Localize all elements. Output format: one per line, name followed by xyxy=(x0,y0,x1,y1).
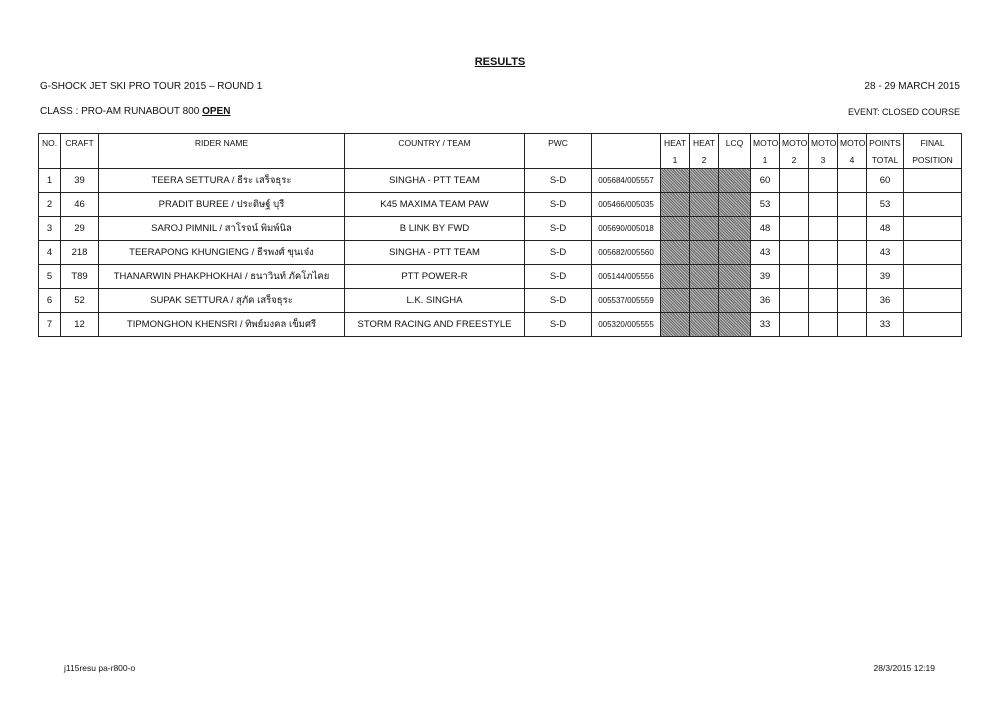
footer-timestamp: 28/3/2015 12:19 xyxy=(873,663,935,673)
cell-no: 1 xyxy=(39,169,61,193)
cell-rider-name: TEERAPONG KHUNGIENG / ธีรพงศ์ ขุนเจ๋ง xyxy=(99,241,345,265)
header-heat-1: HEAT xyxy=(661,134,690,152)
cell-moto-2 xyxy=(780,217,809,241)
cell-points-total: 39 xyxy=(867,265,904,289)
cell-moto-4 xyxy=(838,217,867,241)
cell-moto-1: 39 xyxy=(751,265,780,289)
cell-pwc: S-D xyxy=(525,265,592,289)
cell-moto-4 xyxy=(838,313,867,337)
cell-rider-name: TEERA SETTURA / ธีระ เสร็จธุระ xyxy=(99,169,345,193)
cell-no: 6 xyxy=(39,289,61,313)
cell-registration: 005682/005560 xyxy=(592,241,661,265)
cell-craft: 12 xyxy=(61,313,99,337)
cell-pwc: S-D xyxy=(525,217,592,241)
cell-final-position xyxy=(904,217,962,241)
cell-heat-1 xyxy=(661,265,690,289)
header-row xyxy=(39,134,962,152)
table-row xyxy=(39,169,962,193)
cell-moto-4 xyxy=(838,193,867,217)
header-total: TOTAL xyxy=(867,151,904,169)
cell-final-position xyxy=(904,241,962,265)
cell-registration: 005466/005035 xyxy=(592,193,661,217)
header-position: POSITION xyxy=(904,151,962,169)
cell-lcq xyxy=(719,265,751,289)
cell-heat-1 xyxy=(661,289,690,313)
cell-moto-1: 60 xyxy=(751,169,780,193)
table-row xyxy=(39,241,962,265)
cell-rider-name: SUPAK SETTURA / สุภัค เสร็จธุระ xyxy=(99,289,345,313)
table-row xyxy=(39,217,962,241)
cell-moto-4 xyxy=(838,241,867,265)
cell-moto-2 xyxy=(780,169,809,193)
cell-heat-2 xyxy=(690,313,719,337)
cell-no: 2 xyxy=(39,193,61,217)
event-dates: 28 - 29 MARCH 2015 xyxy=(864,81,960,92)
cell-pwc: S-D xyxy=(525,241,592,265)
header-registration xyxy=(592,134,661,169)
cell-moto-2 xyxy=(780,241,809,265)
header-moto-2: MOTO xyxy=(780,134,809,152)
class-open-badge: OPEN xyxy=(202,106,231,117)
cell-moto-3 xyxy=(809,289,838,313)
cell-registration: 005690/005018 xyxy=(592,217,661,241)
cell-heat-2 xyxy=(690,289,719,313)
cell-moto-3 xyxy=(809,313,838,337)
event-name: G-SHOCK JET SKI PRO TOUR 2015 – ROUND 1 xyxy=(40,81,263,92)
cell-team: K45 MAXIMA TEAM PAW xyxy=(345,193,525,217)
cell-lcq xyxy=(719,193,751,217)
cell-moto-2 xyxy=(780,265,809,289)
cell-craft: 39 xyxy=(61,169,99,193)
cell-craft: T89 xyxy=(61,265,99,289)
header-pwc: PWC xyxy=(525,134,592,169)
cell-moto-3 xyxy=(809,217,838,241)
cell-moto-3 xyxy=(809,241,838,265)
results-table xyxy=(38,133,962,337)
cell-craft: 46 xyxy=(61,193,99,217)
header-moto-4: MOTO xyxy=(838,134,867,152)
header-moto-2-num: 2 xyxy=(780,151,809,169)
cell-lcq xyxy=(719,217,751,241)
cell-moto-1: 53 xyxy=(751,193,780,217)
cell-no: 5 xyxy=(39,265,61,289)
cell-heat-1 xyxy=(661,217,690,241)
header-moto-3-num: 3 xyxy=(809,151,838,169)
cell-moto-1: 33 xyxy=(751,313,780,337)
cell-rider-name: TIPMONGHON KHENSRI / ทิพย์มงคล เข็มศรี xyxy=(99,313,345,337)
header-moto-1: MOTO xyxy=(751,134,780,152)
cell-pwc: S-D xyxy=(525,193,592,217)
cell-heat-1 xyxy=(661,313,690,337)
cell-lcq xyxy=(719,289,751,313)
header-country-team: COUNTRY / TEAM xyxy=(345,134,525,169)
header-rider-name: RIDER NAME xyxy=(99,134,345,169)
cell-points-total: 53 xyxy=(867,193,904,217)
cell-moto-2 xyxy=(780,313,809,337)
cell-points-total: 43 xyxy=(867,241,904,265)
header-moto-4-num: 4 xyxy=(838,151,867,169)
cell-heat-1 xyxy=(661,193,690,217)
cell-moto-3 xyxy=(809,193,838,217)
header-heat-1-num: 1 xyxy=(661,151,690,169)
header-heat-2-num: 2 xyxy=(690,151,719,169)
cell-moto-1: 36 xyxy=(751,289,780,313)
cell-heat-2 xyxy=(690,193,719,217)
class-name: CLASS : PRO-AM RUNABOUT 800 xyxy=(40,106,203,117)
header-craft: CRAFT xyxy=(61,134,99,169)
cell-lcq xyxy=(719,241,751,265)
cell-moto-2 xyxy=(780,289,809,313)
cell-team: B LINK BY FWD xyxy=(345,217,525,241)
cell-craft: 52 xyxy=(61,289,99,313)
cell-no: 7 xyxy=(39,313,61,337)
cell-moto-3 xyxy=(809,265,838,289)
cell-heat-2 xyxy=(690,169,719,193)
cell-final-position xyxy=(904,265,962,289)
cell-registration: 005144/005556 xyxy=(592,265,661,289)
cell-heat-1 xyxy=(661,241,690,265)
header-heat-2: HEAT xyxy=(690,134,719,152)
cell-moto-4 xyxy=(838,289,867,313)
cell-heat-1 xyxy=(661,169,690,193)
cell-rider-name: THANARWIN PHAKPHOKHAI / ธนาวินท์ ภัคโภไคย xyxy=(99,265,345,289)
cell-pwc: S-D xyxy=(525,289,592,313)
header-moto-1-num: 1 xyxy=(751,151,780,169)
cell-moto-2 xyxy=(780,193,809,217)
cell-registration: 005537/005559 xyxy=(592,289,661,313)
cell-heat-2 xyxy=(690,217,719,241)
cell-team: L.K. SINGHA xyxy=(345,289,525,313)
cell-lcq xyxy=(719,169,751,193)
cell-registration: 005320/005555 xyxy=(592,313,661,337)
header-final: FINAL xyxy=(904,134,962,152)
event-type: EVENT: CLOSED COURSE xyxy=(847,107,960,117)
cell-team: SINGHA - PTT TEAM xyxy=(345,169,525,193)
table-row xyxy=(39,265,962,289)
cell-team: STORM RACING AND FREESTYLE xyxy=(345,313,525,337)
cell-final-position xyxy=(904,169,962,193)
table-row xyxy=(39,313,962,337)
cell-final-position xyxy=(904,289,962,313)
cell-moto-1: 48 xyxy=(751,217,780,241)
header-no: NO. xyxy=(39,134,61,169)
cell-team: SINGHA - PTT TEAM xyxy=(345,241,525,265)
header-lcq-sub xyxy=(719,151,751,169)
cell-rider-name: SAROJ PIMNIL / สาโรจน์ พิมพ์นิล xyxy=(99,217,345,241)
cell-no: 3 xyxy=(39,217,61,241)
table-row xyxy=(39,289,962,313)
footer-file-code: j115resu pa-r800-o xyxy=(64,663,136,673)
header-points: POINTS xyxy=(867,134,904,152)
cell-craft: 29 xyxy=(61,217,99,241)
cell-heat-2 xyxy=(690,265,719,289)
cell-no: 4 xyxy=(39,241,61,265)
table-row xyxy=(39,193,962,217)
cell-points-total: 48 xyxy=(867,217,904,241)
cell-points-total: 33 xyxy=(867,313,904,337)
document-title: RESULTS xyxy=(474,56,526,68)
class-label xyxy=(40,106,230,117)
cell-lcq xyxy=(719,313,751,337)
cell-moto-1: 43 xyxy=(751,241,780,265)
cell-heat-2 xyxy=(690,241,719,265)
header-moto-3: MOTO xyxy=(809,134,838,152)
cell-pwc: S-D xyxy=(525,169,592,193)
cell-final-position xyxy=(904,313,962,337)
cell-pwc: S-D xyxy=(525,313,592,337)
cell-points-total: 36 xyxy=(867,289,904,313)
header-lcq: LCQ xyxy=(719,134,751,152)
cell-team: PTT POWER-R xyxy=(345,265,525,289)
cell-points-total: 60 xyxy=(867,169,904,193)
cell-moto-3 xyxy=(809,169,838,193)
cell-craft: 218 xyxy=(61,241,99,265)
cell-final-position xyxy=(904,193,962,217)
cell-rider-name: PRADIT BUREE / ประดิษฐ์ บุรี xyxy=(99,193,345,217)
cell-moto-4 xyxy=(838,169,867,193)
cell-moto-4 xyxy=(838,265,867,289)
cell-registration: 005684/005557 xyxy=(592,169,661,193)
